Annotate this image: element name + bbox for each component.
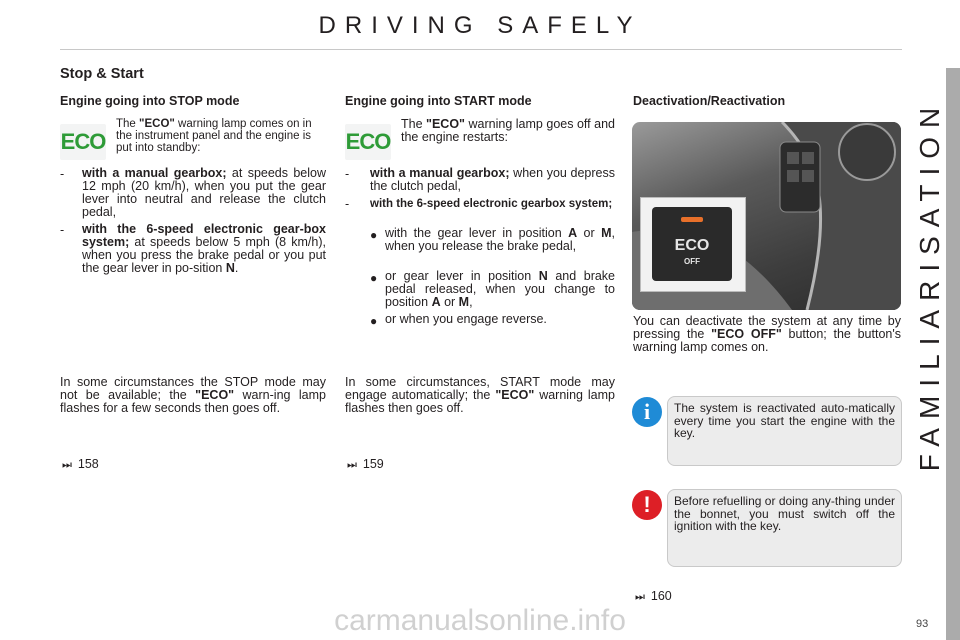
page-title: DRIVING SAFELY bbox=[318, 12, 642, 39]
start-mode-heading: Engine going into START mode bbox=[345, 94, 532, 108]
deactivation-text: You can deactivate the system at any time by pressing the "ECO OFF" button; the button's warning lamp comes on. bbox=[633, 314, 901, 354]
info-icon: i bbox=[632, 397, 662, 427]
stop-mode-heading: Engine going into STOP mode bbox=[60, 94, 240, 108]
start-bullet-gear: or gear lever in position N and brake pedal released, when you change to position A or M, bbox=[385, 269, 616, 309]
start-note: In some circumstances, START mode may engage automatically; the "ECO" warning lamp flashes then goes off. bbox=[345, 375, 615, 415]
warning-text: Before refuelling or doing any-thing under the bonnet, you must switch off the ignition with the key. bbox=[674, 494, 895, 533]
skip-arrow-icon: ⏭ bbox=[635, 591, 645, 603]
section-title: Stop & Start bbox=[60, 66, 144, 82]
page-number: 93 bbox=[916, 618, 929, 630]
stop-item-electronic: with the 6-speed electronic gear-box system; at speeds below 5 mph (8 km/h), when you press the brake pedal or you put the gear lever in po-sition N. bbox=[82, 222, 326, 275]
watermark: carmanualsonline.info bbox=[334, 604, 626, 637]
dash-marker: - bbox=[345, 167, 350, 181]
title-divider bbox=[60, 49, 902, 50]
page-reference[interactable]: ⏭ 159 bbox=[347, 457, 384, 471]
side-tab bbox=[946, 68, 960, 640]
page-reference[interactable]: ⏭ 160 bbox=[635, 589, 672, 603]
page-reference[interactable]: ⏭ 158 bbox=[62, 457, 99, 471]
stop-note: In some circumstances the STOP mode may not be available; the "ECO" warn-ing lamp flashes for a few seconds then goes off. bbox=[60, 375, 326, 415]
eco-off-label-eco: ECO bbox=[674, 237, 710, 254]
stop-item-manual: with a manual gearbox; at speeds below 12 mph (20 km/h), when you put the gear lever into neutral and release the clutch pedal, bbox=[82, 166, 327, 219]
dash-marker: - bbox=[60, 223, 65, 237]
stop-intro: The "ECO" warning lamp comes on in the instrument panel and the engine is put into standby: bbox=[116, 118, 312, 154]
info-text: The system is reactivated auto-matically every time you start the engine with the key. bbox=[674, 401, 895, 440]
bullet-marker: ● bbox=[370, 314, 378, 328]
start-bullet-brake: with the gear lever in position A or M, when you release the brake pedal, bbox=[385, 226, 615, 253]
eco-lamp-icon: ECO bbox=[345, 124, 391, 160]
skip-arrow-icon: ⏭ bbox=[347, 459, 357, 471]
start-item-manual: with a manual gearbox; when you depress the clutch pedal, bbox=[370, 166, 615, 193]
side-label-text: FAMILIARISATION bbox=[914, 98, 945, 472]
start-item-electronic: with the 6-speed electronic gearbox system; bbox=[370, 198, 613, 210]
start-intro: The "ECO" warning lamp goes off and the engine restarts: bbox=[401, 117, 615, 144]
eco-off-label-off: OFF bbox=[684, 257, 700, 266]
info-box bbox=[667, 396, 902, 466]
side-label bbox=[915, 70, 945, 500]
eco-off-button-inset bbox=[640, 197, 746, 292]
eco-off-button[interactable] bbox=[652, 207, 732, 281]
warning-box bbox=[667, 489, 902, 567]
eco-lamp-icon: ECO bbox=[60, 124, 106, 160]
dash-marker: - bbox=[345, 197, 350, 211]
dash-marker: - bbox=[60, 167, 65, 181]
start-bullet-reverse: or when you engage reverse. bbox=[385, 312, 547, 326]
bullet-marker: ● bbox=[370, 271, 378, 285]
button-warning-lamp bbox=[681, 217, 703, 222]
bullet-marker: ● bbox=[370, 228, 378, 242]
warning-icon: ! bbox=[632, 490, 662, 520]
skip-arrow-icon: ⏭ bbox=[62, 459, 72, 471]
deactivation-heading: Deactivation/Reactivation bbox=[633, 94, 786, 108]
